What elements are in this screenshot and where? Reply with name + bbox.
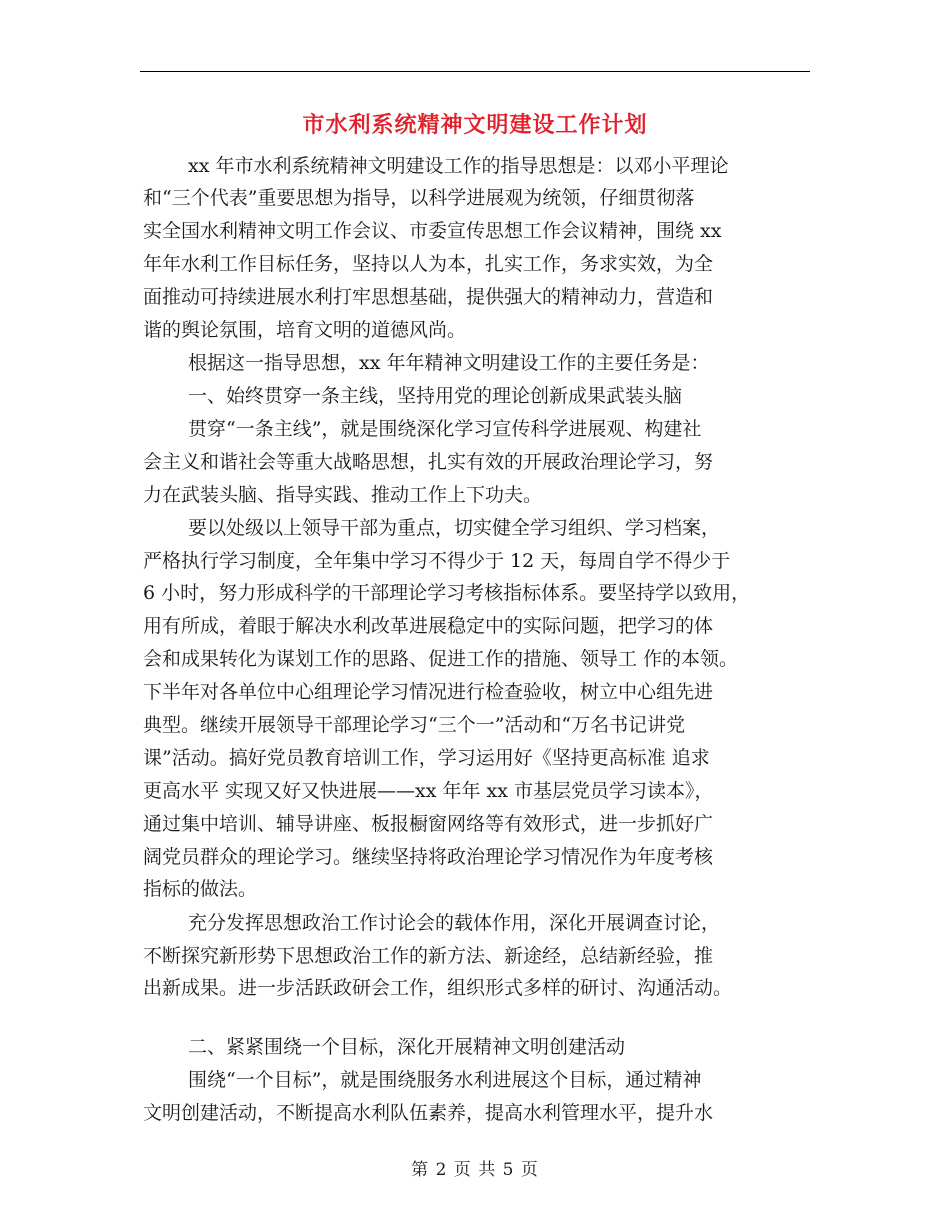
text-line: 要以处级以上领导干部为重点，切实健全学习组织、学习档案，	[188, 517, 721, 539]
text-line: 围绕“一个目标”，就是围绕服务水利进展这个目标，通过精神	[188, 1069, 702, 1091]
text-line: 更高水平 实现又好又快进展——xx 年年 xx 市基层党员学习读本》，	[143, 780, 714, 802]
text-line: 充分发挥思想政治工作讨论会的载体作用，深化开展调查讨论，	[188, 912, 721, 934]
text-line: 出新成果。进一步活跃政研会工作，组织形式多样的研讨、沟通活动。	[143, 977, 733, 999]
text-line: 谐的舆论氛围，培育文明的道德风尚。	[143, 319, 467, 341]
text-line: 会主义和谐社会等重大战略思想，扎实有效的开展政治理论学习，努	[143, 451, 714, 473]
text-line: 课”活动。搞好党员教育培训工作，学习运用好《坚持更高标准 追求	[143, 747, 710, 769]
text-line: 力在武装头脑、指导实践、推动工作上下功夫。	[143, 484, 543, 506]
text-line: 会和成果转化为谋划工作的思路、促进工作的措施、领导工 作的本领。	[143, 648, 739, 670]
text-line: 年年水利工作目标任务，坚持以人为本，扎实工作，务求实效，为全	[143, 253, 714, 275]
document-title: 市水利系统精神文明建设工作计划	[302, 112, 648, 138]
text-line: xx 年市水利系统精神文明建设工作的指导思想是：以邓小平理论	[188, 155, 729, 177]
header-rule	[140, 71, 810, 72]
text-line: 典型。继续开展领导干部理论学习“三个一”活动和“万名书记讲党	[143, 714, 686, 736]
page-footer: 第 2 页 共 5 页	[411, 1160, 539, 1180]
text-line: 严格执行学习制度，全年集中学习不得少于 12 天，每周自学不得少于	[143, 550, 731, 572]
section-heading: 二、紧紧围绕一个目标，深化开展精神文明创建活动	[188, 1036, 626, 1058]
text-line: 根据这一指导思想，xx 年年精神文明建设工作的主要任务是：	[188, 352, 710, 374]
text-line: 指标的做法。	[143, 878, 258, 900]
text-line: 文明创建活动，不断提高水利队伍素养，提高水利管理水平，提升水	[143, 1102, 714, 1124]
text-line: 下半年对各单位中心组理论学习情况进行检查验收，树立中心组先进	[143, 681, 714, 703]
text-line: 用有所成，着眼于解决水利改革进展稳定中的实际问题，把学习的体	[143, 615, 714, 637]
text-line: 贯穿“一条主线”，就是围绕深化学习宣传科学进展观、构建社	[188, 418, 702, 440]
text-line: 6 小时，努力形成科学的干部理论学习考核指标体系。要坚持学以致用，	[143, 582, 751, 604]
text-line: 和“三个代表”重要思想为指导，以科学进展观为统领，仔细贯彻落	[143, 187, 695, 209]
text-line: 面推动可持续进展水利打牢思想基础，提供强大的精神动力，营造和	[143, 286, 714, 308]
text-line: 阔党员群众的理论学习。继续坚持将政治理论学习情况作为年度考核	[143, 846, 714, 868]
text-line: 实全国水利精神文明工作会议、市委宣传思想工作会议精神，围绕 xx	[143, 220, 722, 242]
text-line: 通过集中培训、辅导讲座、板报橱窗网络等有效形式，进一步抓好广	[143, 813, 714, 835]
section-heading: 一、始终贯穿一条主线，坚持用党的理论创新成果武装头脑	[188, 385, 683, 407]
text-line: 不断探究新形势下思想政治工作的新方法、新途经，总结新经验，推	[143, 945, 714, 967]
